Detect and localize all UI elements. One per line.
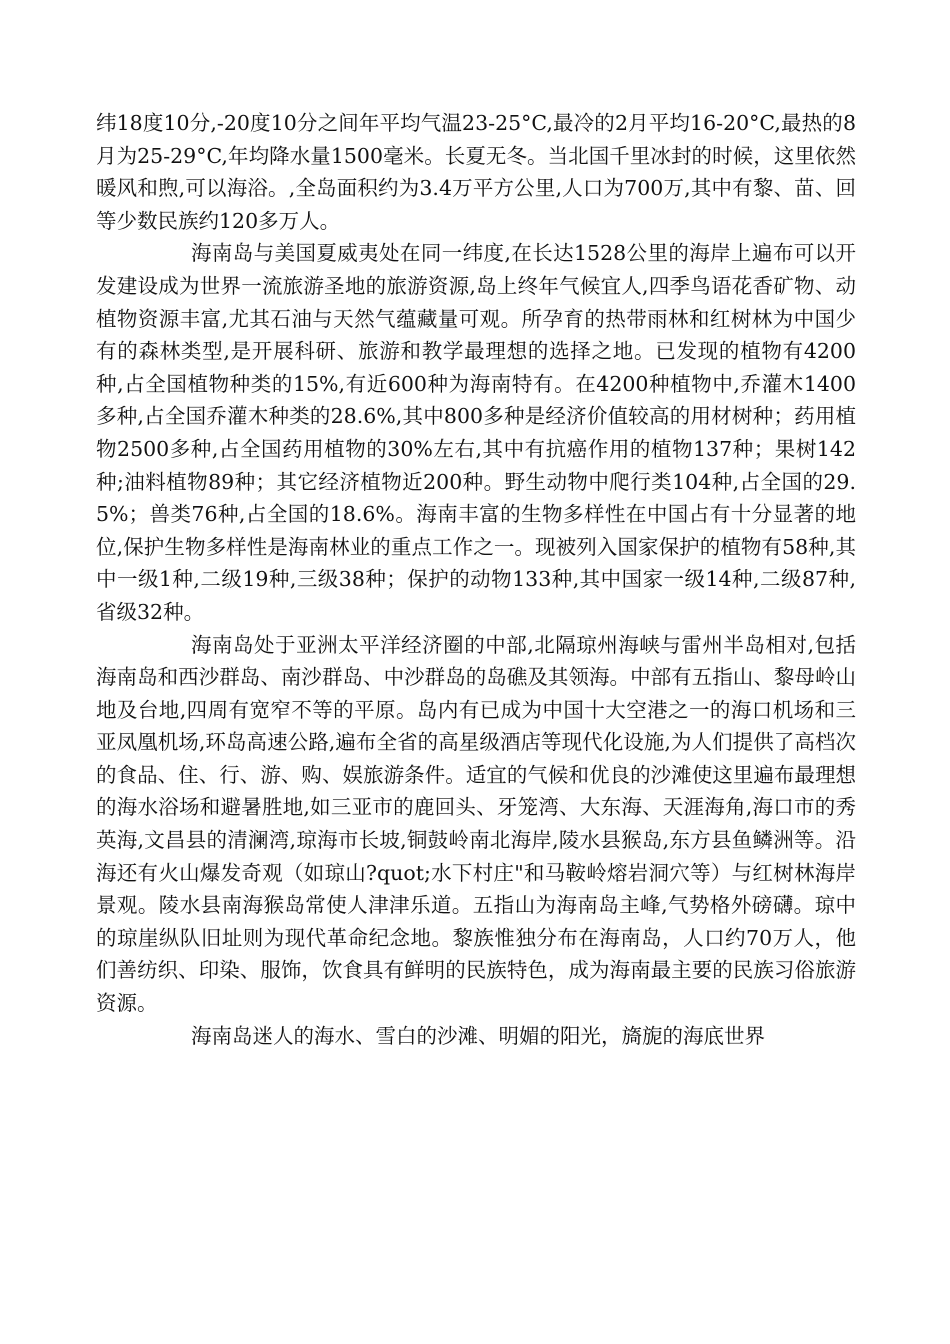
paragraph-climate: 纬18度10分,-20度10分之间年平均气温23-25°C,最冷的2月平均16-20°C,最热的8月为25-29°C,年均降水量1500毫米。长夏无冬。当北国千里冰封的时候，这里依然暖风和煦,可以海浴。,全岛面积约为3.4万平方公里,人口为700万,其中有黎、苗、回等少数民族约120多万人。 — [96, 111, 856, 233]
paragraph-geography-tourism: 海南岛处于亚洲太平洋经济圈的中部,北隔琼州海峡与雷州半岛相对,包括海南岛和西沙群岛、南沙群岛、中沙群岛的岛礁及其领海。中部有五指山、黎母岭山地及台地,四周有宽窄不等的平原。岛内有已成为中国十大空港之一的海口机场和三亚凤凰机场,环岛高速公路,遍布全省的高星级酒店等现代化设施,为人们提供了高档次的食品、住、行、游、购、娱旅游条件。适宜的气候和优良的沙滩使这里遍布最理想的海水浴场和避暑胜地,如三亚市的鹿回头、牙笼湾、大东海、天涯海角,海口市的秀英海,文昌县的清澜湾,琼海市长坡,铜鼓岭南北海岸,陵水县猴岛,东方县鱼鳞洲等。沿海还有火山爆发奇观（如琼山?quot;水下村庄"和马鞍岭熔岩洞穴等）与红树林海岸景观。陵水县南海猴岛常使人津津乐道。五指山为海南岛主峰,气势格外磅礴。琼中的琼崖纵队旧址则为现代革命纪念地。黎族惟独分布在海南岛，人口约70万人，他们善纺织、印染、服饰，饮食具有鲜明的民族特色，成为海南最主要的民族习俗旅游资源。 — [96, 632, 856, 1016]
paragraph-sea-beach: 海南岛迷人的海水、雪白的沙滩、明媚的阳光，旖旎的海底世界 — [191, 1023, 765, 1048]
paragraph-resources: 海南岛与美国夏威夷处在同一纬度,在长达1528公里的海岸上遍布可以开发建设成为世界一流旅游圣地的旅游资源,岛上终年气候宜人,四季鸟语花香矿物、动植物资源丰富,尤其石油与天然气蕴藏量可观。所孕育的热带雨林和红树林为中国少有的森林类型,是开展科研、旅游和教学最理想的选择之地。已发现的植物有4200种,占全国植物种类的15%,有近600种为海南特有。在4200种植物中,乔灌木1400多种,占全国乔灌木种类的28.6%,其中800多种是经济价值较高的用材树种；药用植物2500多种,占全国药用植物的30%左右,其中有抗癌作用的植物137种；果树142种;油料植物89种；其它经济植物近200种。野生动物中爬行类104种,占全国的29.5%；兽类76种,占全国的18.6%。海南丰富的生物多样性在中国占有十分显著的地位,保护生物多样性是海南林业的重点工作之一。现被列入国家保护的植物有58种,其中一级1种,二级19种,三级38种；保护的动物133种,其中国家一级14种,二级87种,省级32种。 — [96, 241, 856, 624]
document-page — [96, 107, 856, 1052]
